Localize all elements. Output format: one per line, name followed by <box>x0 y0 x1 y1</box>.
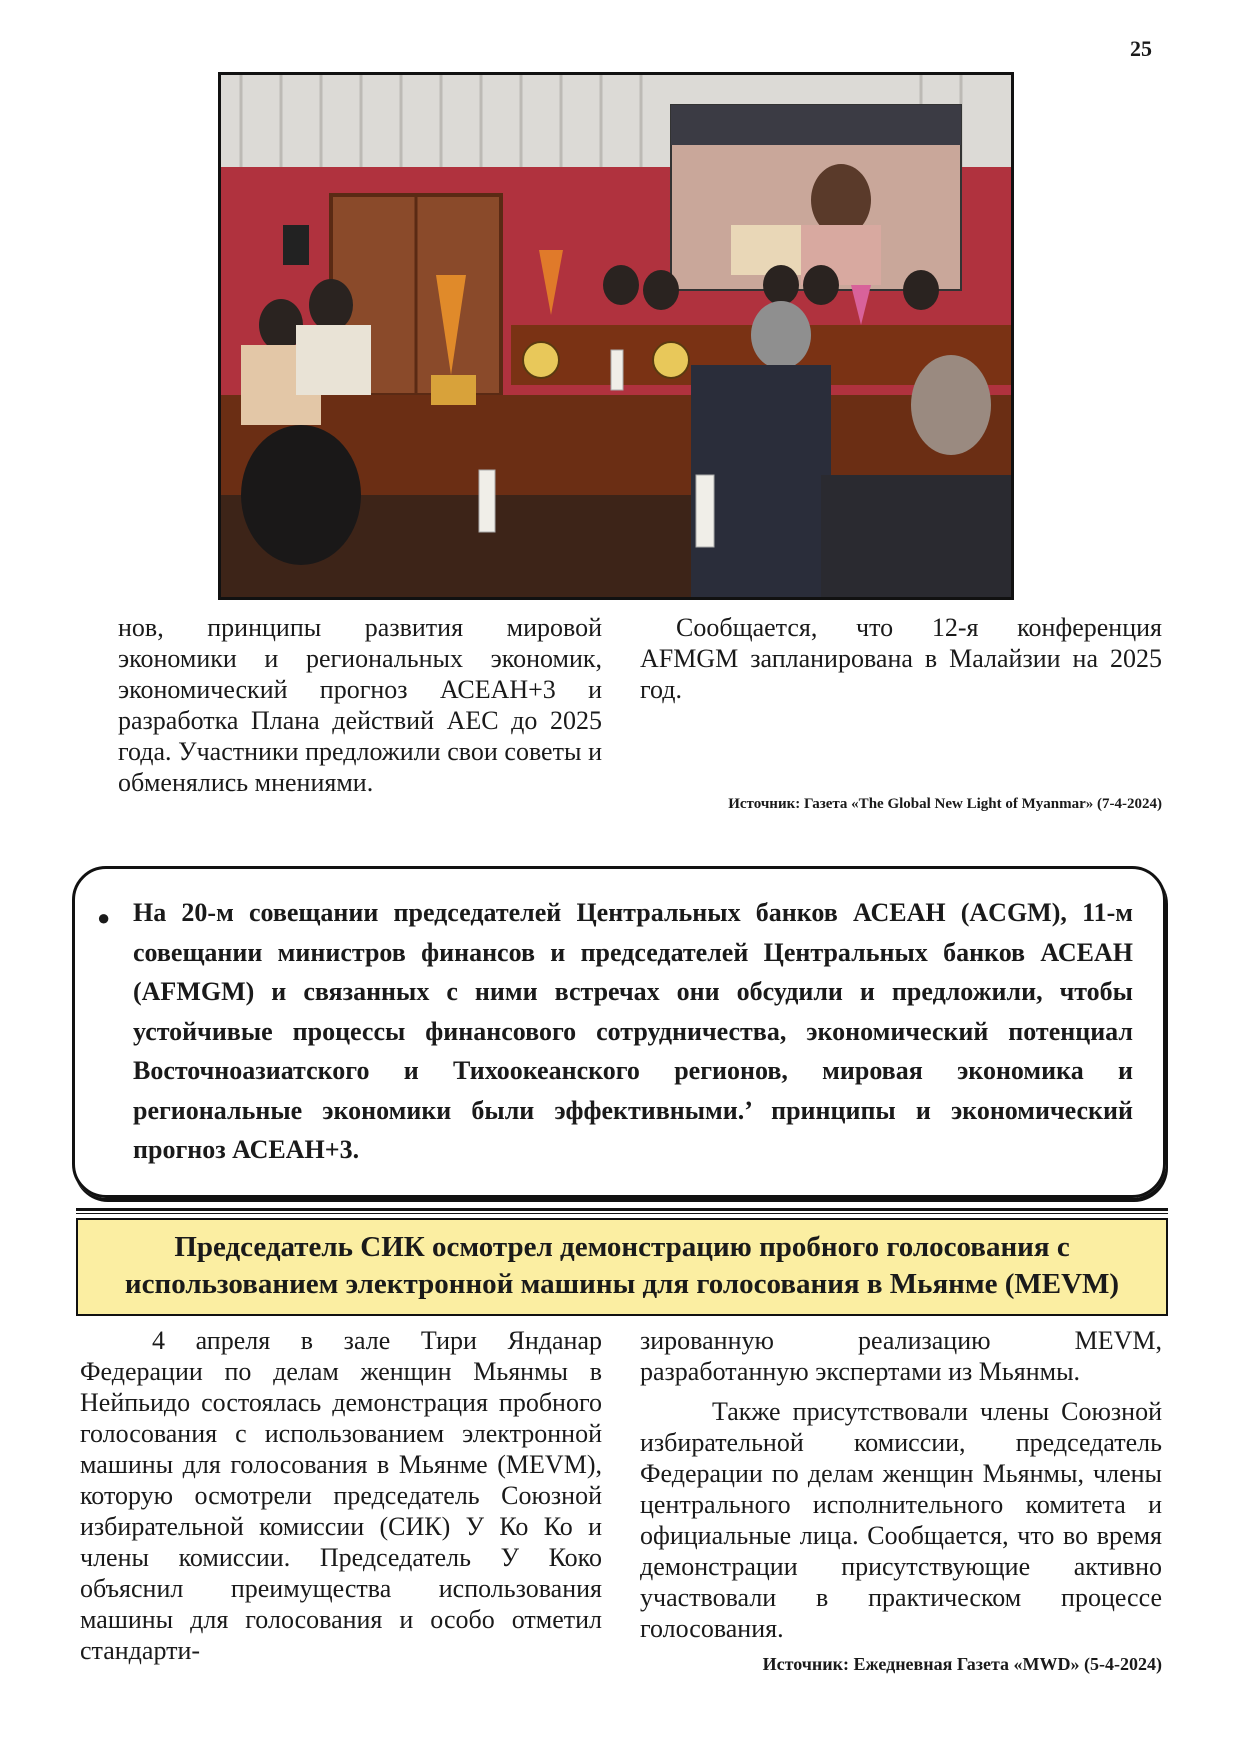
article2-source: Источник: Ежедневная Газета «MWD» (5-4-2024) <box>762 1654 1162 1674</box>
callout-bullet-text: На 20-м совещании председателей Центральных банков АСЕАН (ACGM), 11-м совещании министров финансов и председателей Центральных банков АСЕАН (AFMGM) и связанных с ними встречах они обсудили и предложили, чтобы устойчивые процессы финансового сотрудничества, экономический потенциал Восточноазиатского и Тихоокеанского регионов, мировая экономика и региональные экономики были эффективными.’ принципы и экономический прогноз АСЕАН+3. <box>133 898 1133 1164</box>
article2-right-text-2: Также присутствовали члены Союзной избирательной комиссии, председатель Федерации по делам женщин Мьянмы, члены центрального исполнительного комитета и официальные лица. Сообщается, что во время демонстрации присутствующие активно участвовали в практическом процессе голосования. <box>640 1397 1162 1643</box>
article1-right-column <box>640 612 1162 705</box>
section-divider-thin <box>76 1213 1168 1214</box>
article2-right-text-1: зированную реализацию MEVM, разработанную экспертами из Мьянмы. <box>640 1326 1162 1386</box>
article2-right-column <box>640 1325 1162 1644</box>
article2-headline: Председатель СИК осмотрел демонстрацию пробного голосования с использованием электронной машины для голосования в Мьянме (MEVM) <box>76 1218 1168 1316</box>
article1-left-text: нов, принципы развития мировой экономики и региональных экономик, экономический прогноз АСЕАН+3 и разработка Плана действий АЕС до 2025 года. Участники предложили свои советы и обменялись мнениями. <box>118 613 602 797</box>
article2-left-column <box>80 1325 602 1666</box>
section-divider <box>76 1208 1168 1211</box>
article1-right-text: Сообщается, что 12-я конференция AFMGM запланирована в Малайзии на 2025 год. <box>640 613 1162 704</box>
article2-left-text: 4 апреля в зале Тири Янданар Федерации по делам женщин Мьянмы в Нейпьидо состоялась демонстрация пробного голосования с использованием электронной машины для голосования в Мьянме (MEVM), которую осмотрели председатель Союзной избирательной комиссии (СИК) У Ко Ко и члены комиссии. Председатель У Коко объяснил преимущества использования машины для голосования и особо отметил стандарти- <box>80 1326 602 1665</box>
page-number: 25 <box>1130 36 1152 61</box>
article1-source: Источник: Газета «The Global New Light of Myanmar» (7-4-2024) <box>728 796 1162 812</box>
callout-box <box>72 866 1166 1198</box>
bullet-icon: ● <box>97 905 111 930</box>
conference-photo-icon <box>221 75 1011 597</box>
conference-photo <box>218 72 1014 600</box>
article1-left-column <box>118 612 602 798</box>
